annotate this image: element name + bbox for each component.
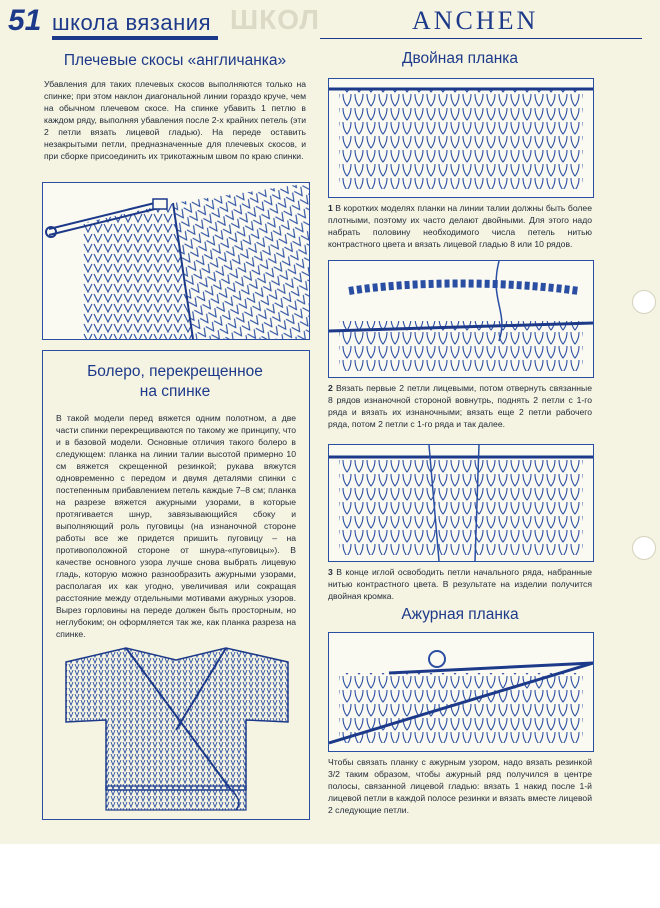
double-band-figure-3	[328, 444, 594, 562]
knit-rows-figure	[329, 79, 593, 197]
knit-fold-figure	[329, 261, 593, 377]
step-1-number: 1	[328, 203, 333, 213]
shoulder-title: Плечевые скосы «англичанка»	[63, 52, 287, 69]
double-band-title: Двойная планка	[401, 50, 519, 67]
bolero-title-line2: на спинке	[139, 383, 211, 400]
step-2-text: Вязать первые 2 петли лицевыми, потом отвернуть связанные 8 рядов изнаночной стороной вовнутрь, поднять 2 петли с 1-го ряда и вязать их изнаночными; вязать еще 2 петли рабочего ряда, потом 2 петли с 1-го ряда и так далее.	[328, 383, 593, 429]
section-title: школа вязания	[52, 10, 211, 35]
scan-margin	[0, 844, 660, 908]
step-3-number: 3	[328, 567, 333, 577]
bolero-sweater-figure	[56, 640, 296, 812]
binder-hole-bottom	[632, 536, 656, 560]
openwork-figure	[328, 632, 594, 752]
bolero-title	[42, 362, 308, 402]
step-2	[328, 382, 592, 430]
bolero-title-line1: Болеро, перекрещенное	[87, 363, 263, 380]
step-3-text: В конце иглой освободить петли начального ряда, набранные нитью контрастного цвета. В результате на изделии получится двойная кромка.	[328, 567, 592, 601]
header-rule	[320, 38, 642, 39]
knit-release-figure	[329, 445, 593, 561]
step-3	[328, 566, 592, 602]
shoulder-paragraph: Убавления для таких плечевых скосов выполняются только на спинке; при этом наклон диагональной линии гораздо круче, чем на обычном плечевом скосе. На спинке убавить 1 петлю в каждом ряду, выполняя убавления после 2-х крайних петель (эти 2 петли вязать лицевой гладью). На переде оставить незакрытыми петли, предназначенные для плечевых скосов, и при сборке присоединить их трикотажным швом по краю спинки.	[44, 79, 306, 161]
double-band-figure-1	[328, 78, 594, 198]
step-2-number: 2	[328, 383, 333, 393]
bolero-paragraph: В такой модели перед вяжется одним полотном, а две части спинки перекрещиваются по такому же принципу, что и в базовой модели. Основные отличия такого болеро в следующем: планка на линии талии высотой примерно 10 см вяжется скрещенной резинкой; рукава вяжутся одновременно с передом и двумя деталями спинки с постепенным прибавлением петель каждые 7–8 см; планка на разрезе вяжется ажурными узорами, в которые протягивается шнур, завязывающийся сбоку и выполняющий роль пуговицы (на изнаночной стороне работы все же придется пришить пуговицу – на противоположной стороне от шнура-«пуговицы»). В качестве основного узора лучше снова выбрать лицевую гладь, которую можно разнообразить ажурными узорами, располагая их как угодно, увеличивая или сокращая расстояние между отдельными мотивами ажурных узоров. Вырез горловины на переде должен быть просторным, но неглубоким; он оформляется так же, как планка разреза на спинке.	[56, 413, 296, 639]
openwork-paragraph: Чтобы связать планку с ажурным узором, надо вязать резинкой 3/2 таким образом, чтобы ажурный ряд получился в центре полосы, связанной лицевой гладью: вязать 1 накид после 1-й лицевой петли в каждой полосе резинки и вязать вместе лицевой 2 следующие петли.	[328, 757, 592, 815]
double-band-figure-2	[328, 260, 594, 378]
step-1	[328, 202, 592, 250]
binder-hole-top	[632, 290, 656, 314]
ghost-heading: ШКОЛ	[230, 4, 320, 35]
knit-diagonal-figure	[43, 183, 309, 339]
step-1-text: В коротких моделях планки на линии талии должны быть более плотными, поэтому их часто делают двойными. Для этого надо набрать половину необходимого числа петель нитью контрастного цвета и вязать лицевой гладью 8 или 10 рядов.	[328, 203, 592, 249]
shoulder-illustration	[42, 182, 310, 340]
page-number: 51	[8, 4, 42, 37]
openwork-title: Ажурная планка	[401, 606, 519, 623]
brand-logo: ANCHEN	[412, 6, 539, 35]
bolero-illustration	[56, 640, 296, 812]
header-underline	[52, 36, 218, 40]
knit-openwork-figure	[329, 633, 593, 751]
